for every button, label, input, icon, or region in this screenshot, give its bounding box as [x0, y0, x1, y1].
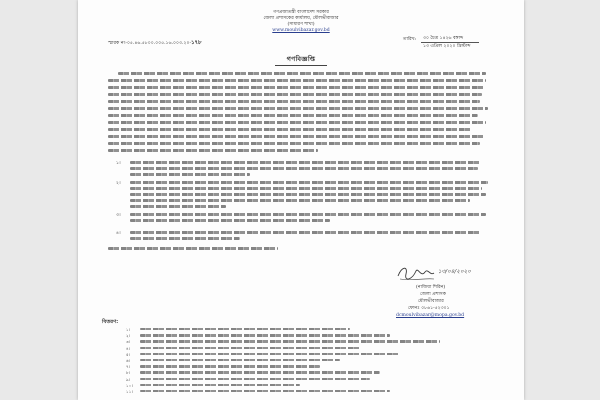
distribution-item-text	[140, 359, 340, 361]
distribution-item-text	[140, 365, 320, 367]
header-website[interactable]: www.moulvibazar.gov.bd	[272, 28, 330, 33]
distribution-item-number: ২।	[126, 333, 131, 339]
distribution-item-number: ৬।	[126, 358, 131, 363]
distribution-item-number: ৮।	[126, 370, 131, 376]
memo-serial: ১৭৮	[191, 40, 202, 46]
text-line	[108, 107, 488, 110]
text-line	[130, 181, 488, 184]
distribution-item-text	[140, 328, 350, 330]
text-line	[108, 247, 278, 250]
distribution-item-number: ১।	[126, 327, 131, 332]
text-line	[108, 86, 484, 89]
signatory-phone: ফোনঃ ০৮৬১-৫২৩০১	[408, 306, 450, 311]
distribution-item-text	[140, 371, 380, 373]
header-section: (সাধারণ শাখা)	[287, 22, 315, 27]
text-line	[108, 149, 318, 152]
text-line	[118, 72, 486, 75]
text-line	[130, 187, 482, 190]
text-line	[108, 100, 480, 103]
distribution-item-number: ৭।	[126, 364, 131, 370]
distribution-item-text	[140, 390, 390, 392]
memo-date-bangla: ৩০ চৈত্র ১৪২৬ বঙ্গাব্দ	[423, 36, 464, 41]
memo-date-english: ১৩ এপ্রিল ২০২০ খ্রিস্টাব্দ	[423, 44, 471, 49]
text-line	[130, 205, 226, 208]
text-line	[108, 142, 480, 145]
document-title: গণবিজ্ঞপ্তি	[286, 55, 316, 63]
text-line	[130, 193, 486, 196]
text-line	[130, 213, 486, 216]
text-line	[108, 135, 484, 138]
distribution-item-number: ৫।	[126, 351, 131, 357]
signatory-designation: জেলা প্রশাসক	[420, 292, 446, 297]
point-2-number: ২।	[116, 181, 121, 186]
signatory-district: মৌলভীবাজার	[418, 299, 444, 304]
text-line	[130, 219, 330, 222]
distribution-item-number: ১১।	[126, 389, 133, 394]
text-line	[130, 199, 470, 202]
text-line	[108, 128, 472, 131]
signatory-name: (নাজিয়া শিরিন)	[416, 285, 446, 290]
point-3-number: ৩।	[116, 213, 121, 218]
distribution-item-number: ৪।	[126, 345, 131, 351]
document-page	[78, 0, 524, 400]
text-line	[130, 167, 478, 170]
point-1-number: ১।	[116, 161, 121, 166]
signature-date: ১৩/০৪/২০২০	[438, 269, 471, 275]
text-line	[130, 173, 250, 176]
text-line	[108, 121, 486, 124]
distribution-item-text	[140, 384, 300, 386]
distribution-item-number: ৩।	[126, 339, 131, 345]
memo-date-label: তারিখ:	[403, 37, 417, 42]
distribution-item-text	[140, 353, 400, 355]
point-4-number: ৪।	[116, 231, 121, 236]
distribution-item-number: ১০।	[126, 382, 133, 388]
distribution-item-text	[140, 378, 370, 380]
text-line	[130, 237, 240, 240]
distribution-item-text	[140, 340, 440, 342]
header-government: গণপ্রজাতন্ত্রী বাংলাদেশ সরকার	[273, 10, 329, 15]
header-office: জেলা প্রশাসকের কার্যালয়, মৌলভীবাজার	[263, 16, 339, 21]
distribution-item-number: ৯।	[126, 376, 131, 382]
distribution-heading: বিতরণ:	[102, 319, 119, 325]
text-line	[108, 93, 482, 96]
distribution-item-text	[140, 334, 390, 336]
text-line	[130, 161, 480, 164]
distribution-item-text	[140, 347, 360, 349]
text-line	[130, 231, 480, 234]
memo-number: স্মারক নং-০৫.৪৬.৫৮০০.০০৫.১৬.০০৩.২০-১৭৮	[108, 40, 202, 46]
text-line	[108, 79, 486, 82]
signatory-email[interactable]: dcmoulvibazar@mopa.gov.bd	[396, 313, 465, 318]
text-line	[108, 114, 478, 117]
